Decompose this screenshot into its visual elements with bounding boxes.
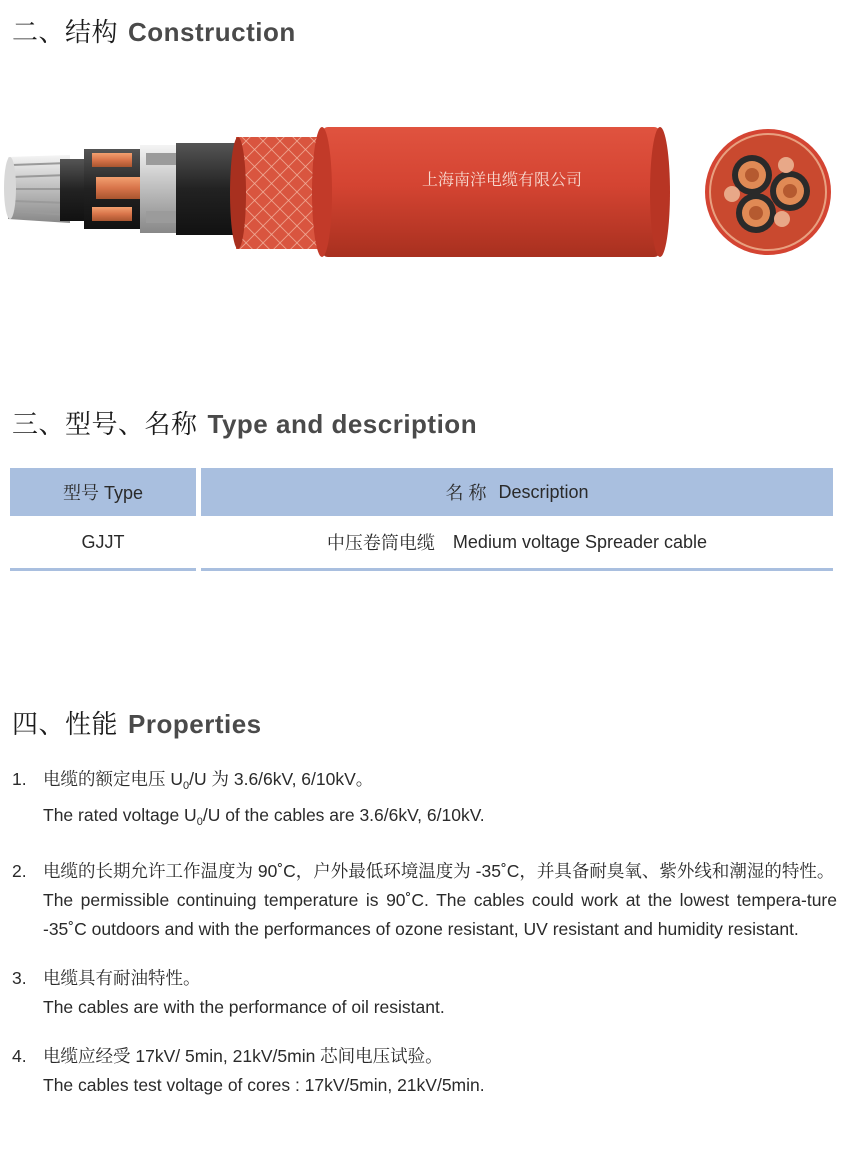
- item-text-cn: 电缆应经受 17kV/ 5min, 21kV/5min 芯间电压试验。: [43, 1046, 443, 1066]
- section-title-cn: 三、型号、名称: [12, 410, 198, 440]
- item-text-en: [43, 801, 837, 837]
- section-title-en: Construction: [128, 17, 296, 47]
- item-text-en: The permissible continuing temperature is 90˚C. The cables could work at the lowest tempera-ture -35˚C outdoors and with the performances of ozone resistant, UV resistant and humidity resistant.: [43, 890, 837, 939]
- item-text-en: The cables test voltage of cores : 17kV/5min, 21kV/5min.: [43, 1075, 485, 1095]
- text-part: /U 为 3.6/6kV, 6/10kV。: [189, 769, 374, 789]
- item-number: 4.: [12, 1046, 27, 1066]
- subscript: 0: [183, 780, 190, 792]
- insulated-cores: [60, 143, 242, 235]
- properties-list: [12, 765, 837, 1100]
- item-number: 2.: [12, 861, 27, 881]
- outer-sheath: [312, 127, 670, 257]
- header-desc-cn: 名 称: [445, 483, 487, 503]
- item-text-cn: 电缆的长期允许工作温度为 90˚C，户外最低环境温度为 -35˚C，并具备耐臭氧、紫外线和潮湿的特性。: [43, 861, 835, 881]
- header-type: 型号 Type: [10, 468, 196, 516]
- section-title-construction: [12, 12, 296, 49]
- text-part: /U of the cables are 3.6/6kV, 6/10kV.: [202, 805, 485, 825]
- text-part: The rated voltage U: [43, 805, 197, 825]
- item-text-en: The cables are with the performance of oil resistant.: [43, 997, 445, 1017]
- cell-description: [201, 516, 833, 571]
- list-item: [12, 1042, 837, 1100]
- item-number: 1.: [12, 769, 27, 789]
- cable-print-text: 上海南洋电缆有限公司: [421, 170, 583, 189]
- section-title-en: Properties: [128, 709, 262, 739]
- subscript: 0: [196, 816, 203, 828]
- section-title-cn: 四、性能: [12, 710, 119, 740]
- list-item: [12, 857, 837, 944]
- item-text-cn: 电缆具有耐油特性。: [43, 968, 201, 988]
- header-description: [201, 468, 833, 516]
- section-title-type: [12, 404, 477, 441]
- table-row: [10, 516, 833, 571]
- section-title-properties: [12, 704, 262, 741]
- header-desc-en: Description: [498, 481, 589, 502]
- cell-desc-en: Medium voltage Spreader cable: [452, 531, 708, 552]
- type-table: [10, 468, 833, 571]
- list-item: [12, 964, 837, 1022]
- cable-illustration: [0, 115, 850, 265]
- cell-desc-cn: 中压卷筒电缆: [326, 533, 435, 553]
- cable-image: [0, 115, 850, 265]
- section-title-en: Type and description: [207, 409, 478, 439]
- section-title-cn: 二、结构: [12, 18, 119, 48]
- list-item: [12, 765, 837, 837]
- cable-cross-section: [705, 129, 831, 255]
- item-number: 3.: [12, 968, 27, 988]
- item-text-cn: [43, 765, 837, 801]
- inner-sheath-mesh: [230, 137, 326, 249]
- text-part: 电缆的额定电压 U: [43, 769, 183, 789]
- cell-type: GJJT: [10, 516, 196, 571]
- table-header-row: [10, 468, 833, 516]
